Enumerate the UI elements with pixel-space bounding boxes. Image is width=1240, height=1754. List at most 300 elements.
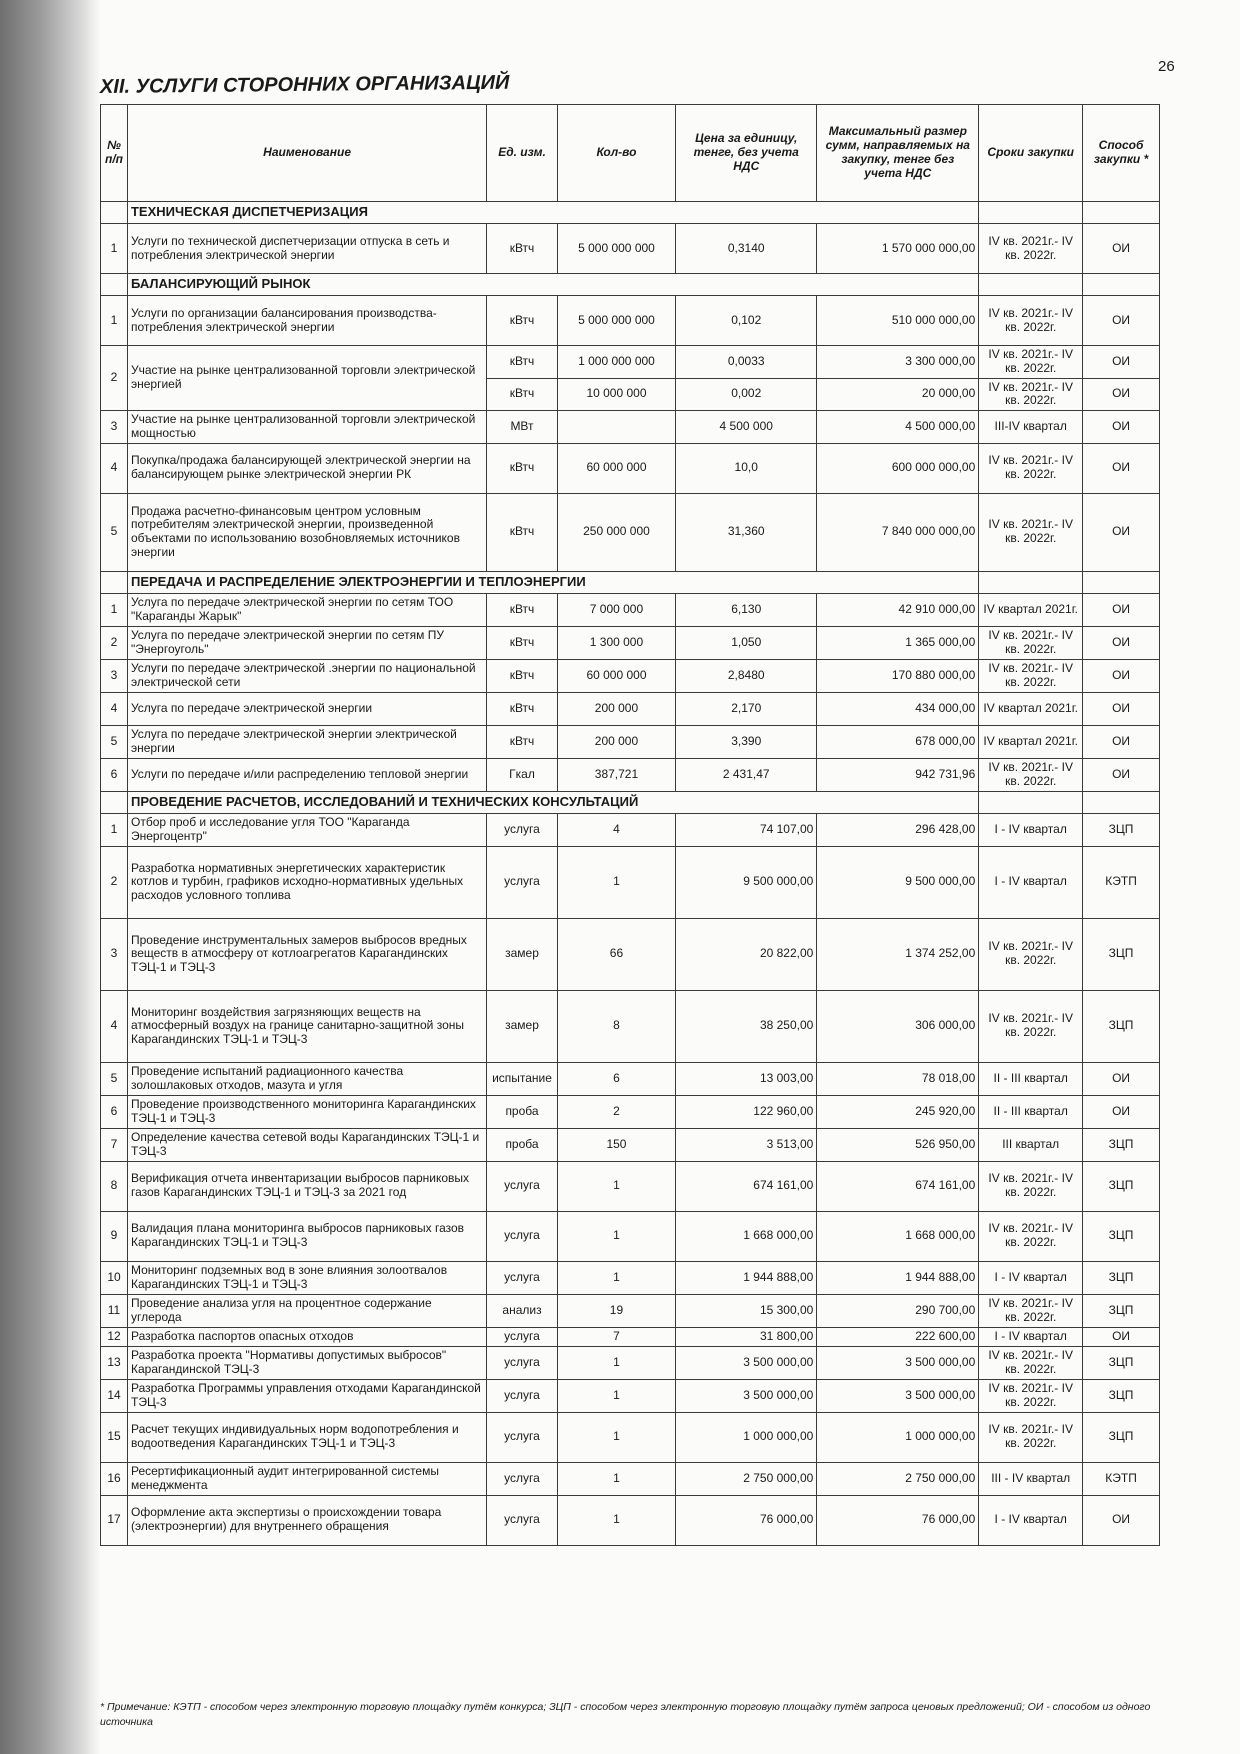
row-name: Проведение производственного мониторинга Карагандинских ТЭЦ-1 и ТЭЦ-3: [127, 1095, 486, 1128]
row-method: ОИ: [1083, 346, 1160, 379]
row-name: Продажа расчетно-финансовым центром условным потребителям электрической энергии, произведенной объектами по использованию возобновляемых источников энергии: [127, 493, 486, 571]
row-terms: III-IV квартал: [979, 411, 1083, 444]
row-method: ЗЦП: [1083, 1346, 1160, 1379]
row-qty: 1: [557, 1379, 675, 1412]
row-terms: IV кв. 2021г.- IV кв. 2022г.: [979, 990, 1083, 1062]
row-number: 14: [101, 1379, 128, 1412]
row-max-sum: 1 000 000,00: [817, 1412, 979, 1462]
row-price: 1 000 000,00: [676, 1412, 817, 1462]
header-name: Наименование: [127, 105, 486, 202]
row-unit: кВтч: [487, 224, 558, 274]
row-number: 1: [101, 813, 128, 846]
row-price: 0,3140: [676, 224, 817, 274]
footnote: * Примечание: КЭТП - способом через электронную торговую площадку путём конкурса; ЗЦП - способом через электронную торговую площадку путём запроса ценовых предложений; ОИ - способом из одного источника: [100, 1701, 1151, 1729]
row-max-sum: 942 731,96: [817, 758, 979, 791]
row-price: 1 668 000,00: [676, 1211, 817, 1261]
section-empty-cell: [1083, 274, 1160, 296]
row-price: 122 960,00: [676, 1095, 817, 1128]
row-terms: IV кв. 2021г.- IV кв. 2022г.: [979, 1211, 1083, 1261]
header-max-sum: Максимальный размер сумм, направляемых на закупку, тенге без учета НДС: [817, 105, 979, 202]
row-method: ОИ: [1083, 692, 1160, 725]
row-name: Услуга по передаче электрической энергии по сетям ПУ "Энергоуголь": [127, 626, 486, 659]
row-terms: I - IV квартал: [979, 1327, 1083, 1346]
page-number: 26: [1158, 58, 1175, 75]
row-method: ОИ: [1083, 411, 1160, 444]
row-price: 38 250,00: [676, 990, 817, 1062]
row-unit: услуга: [487, 1261, 558, 1294]
row-max-sum: 2 750 000,00: [817, 1462, 979, 1495]
row-qty: 4: [557, 813, 675, 846]
header-unit: Ед. изм.: [487, 105, 558, 202]
row-method: ЗЦП: [1083, 813, 1160, 846]
row-qty: 1: [557, 1346, 675, 1379]
row-terms: IV квартал 2021г.: [979, 725, 1083, 758]
row-qty: 1: [557, 1211, 675, 1261]
row-max-sum: 222 600,00: [817, 1327, 979, 1346]
row-qty: 19: [557, 1294, 675, 1327]
row-terms: IV кв. 2021г.- IV кв. 2022г.: [979, 626, 1083, 659]
row-method: ЗЦП: [1083, 1128, 1160, 1161]
row-max-sum: 674 161,00: [817, 1161, 979, 1211]
row-qty: [557, 411, 675, 444]
row-name: Разработка паспортов опасных отходов: [127, 1327, 486, 1346]
row-number: 6: [101, 758, 128, 791]
section-num-cell: [101, 274, 128, 296]
row-max-sum: 3 500 000,00: [817, 1379, 979, 1412]
row-unit: кВтч: [487, 443, 558, 493]
row-method: ЗЦП: [1083, 1261, 1160, 1294]
row-name: Участие на рынке централизованной торговли электрической мощностью: [127, 411, 486, 444]
section-empty-cell: [1083, 571, 1160, 593]
row-method: ЗЦП: [1083, 1379, 1160, 1412]
header-num: № п/п: [101, 105, 128, 202]
row-unit: услуга: [487, 846, 558, 918]
table-row: [101, 990, 1160, 1062]
table-row: [101, 1346, 1160, 1379]
table-row: [101, 1495, 1160, 1545]
row-max-sum: 306 000,00: [817, 990, 979, 1062]
table-row: [101, 1128, 1160, 1161]
row-terms: II - III квартал: [979, 1062, 1083, 1095]
row-number: 2: [101, 346, 128, 411]
row-number: 17: [101, 1495, 128, 1545]
section-empty-cell: [1083, 202, 1160, 224]
row-price: 6,130: [676, 593, 817, 626]
row-max-sum: 76 000,00: [817, 1495, 979, 1545]
row-name: Определение качества сетевой воды Карагандинских ТЭЦ-1 и ТЭЦ-3: [127, 1128, 486, 1161]
row-method: ОИ: [1083, 725, 1160, 758]
row-unit: услуга: [487, 1379, 558, 1412]
row-price: 674 161,00: [676, 1161, 817, 1211]
row-terms: III - IV квартал: [979, 1462, 1083, 1495]
row-price: 15 300,00: [676, 1294, 817, 1327]
row-max-sum: 600 000 000,00: [817, 443, 979, 493]
row-qty: 2: [557, 1095, 675, 1128]
row-price: 0,002: [676, 378, 817, 411]
table-row: [101, 493, 1160, 571]
row-number: 8: [101, 1161, 128, 1211]
row-qty: 8: [557, 990, 675, 1062]
row-method: ОИ: [1083, 593, 1160, 626]
row-number: 5: [101, 725, 128, 758]
row-max-sum: 1 944 888,00: [817, 1261, 979, 1294]
row-price: 13 003,00: [676, 1062, 817, 1095]
procurement-table: [100, 104, 1160, 1546]
row-qty: 7 000 000: [557, 593, 675, 626]
row-qty: 1: [557, 1261, 675, 1294]
row-unit: кВтч: [487, 346, 558, 379]
row-unit: кВтч: [487, 378, 558, 411]
table-row: [101, 1379, 1160, 1412]
row-qty: 10 000 000: [557, 378, 675, 411]
row-qty: 60 000 000: [557, 659, 675, 692]
row-max-sum: 510 000 000,00: [817, 296, 979, 346]
section-heading: ПЕРЕДАЧА И РАСПРЕДЕЛЕНИЕ ЭЛЕКТРОЭНЕРГИИ И ТЕПЛОЭНЕРГИИ: [127, 571, 978, 593]
row-terms: I - IV квартал: [979, 813, 1083, 846]
section-row: [101, 571, 1160, 593]
row-number: 15: [101, 1412, 128, 1462]
row-unit: кВтч: [487, 725, 558, 758]
row-max-sum: 3 300 000,00: [817, 346, 979, 379]
row-method: ОИ: [1083, 1327, 1160, 1346]
row-terms: IV кв. 2021г.- IV кв. 2022г.: [979, 296, 1083, 346]
row-unit: анализ: [487, 1294, 558, 1327]
row-unit: проба: [487, 1095, 558, 1128]
row-qty: 1: [557, 1495, 675, 1545]
row-number: 4: [101, 990, 128, 1062]
table-row: [101, 692, 1160, 725]
row-qty: 1 000 000 000: [557, 346, 675, 379]
row-method: ЗЦП: [1083, 1211, 1160, 1261]
section-row: [101, 274, 1160, 296]
row-name: Отбор проб и исследование угля ТОО "Караганда Энергоцентр": [127, 813, 486, 846]
row-price: 3 500 000,00: [676, 1346, 817, 1379]
row-method: ЗЦП: [1083, 1294, 1160, 1327]
row-name: Проведение инструментальных замеров выбросов вредных веществ в атмосферу от котлоагрегатов Карагандинских ТЭЦ-1 и ТЭЦ-3: [127, 918, 486, 990]
row-unit: услуга: [487, 813, 558, 846]
table-row: [101, 659, 1160, 692]
row-price: 2 431,47: [676, 758, 817, 791]
row-max-sum: 42 910 000,00: [817, 593, 979, 626]
row-qty: 250 000 000: [557, 493, 675, 571]
row-unit: Гкал: [487, 758, 558, 791]
row-number: 1: [101, 593, 128, 626]
row-price: 0,102: [676, 296, 817, 346]
row-terms: IV квартал 2021г.: [979, 692, 1083, 725]
row-price: 3 500 000,00: [676, 1379, 817, 1412]
row-method: ОИ: [1083, 493, 1160, 571]
row-method: КЭТП: [1083, 846, 1160, 918]
row-method: ОИ: [1083, 659, 1160, 692]
row-max-sum: 20 000,00: [817, 378, 979, 411]
table-row: [101, 346, 1160, 379]
row-price: 1,050: [676, 626, 817, 659]
row-number: 3: [101, 918, 128, 990]
row-terms: IV кв. 2021г.- IV кв. 2022г.: [979, 659, 1083, 692]
row-number: 3: [101, 411, 128, 444]
row-number: 12: [101, 1327, 128, 1346]
row-method: ОИ: [1083, 1495, 1160, 1545]
row-max-sum: 4 500 000,00: [817, 411, 979, 444]
row-qty: 1: [557, 1462, 675, 1495]
row-unit: замер: [487, 918, 558, 990]
row-name: Участие на рынке централизованной торговли электрической энергией: [127, 346, 486, 411]
row-name: Услуги по передаче электрической .энергии по национальной электрической сети: [127, 659, 486, 692]
row-name: Услуга по передаче электрической энергии по сетям ТОО "Караганды Жарык": [127, 593, 486, 626]
table-row: [101, 224, 1160, 274]
scan-shadow-edge: [0, 0, 100, 1754]
row-max-sum: 526 950,00: [817, 1128, 979, 1161]
row-number: 2: [101, 626, 128, 659]
row-number: 4: [101, 443, 128, 493]
section-title: XII. УСЛУГИ СТОРОННИХ ОРГАНИЗАЦИЙ: [99, 71, 510, 98]
row-price: 9 500 000,00: [676, 846, 817, 918]
row-method: ОИ: [1083, 296, 1160, 346]
table-row: [101, 846, 1160, 918]
row-price: 10,0: [676, 443, 817, 493]
section-empty-cell: [979, 202, 1083, 224]
row-terms: I - IV квартал: [979, 1495, 1083, 1545]
row-qty: 1: [557, 1412, 675, 1462]
row-max-sum: 170 880 000,00: [817, 659, 979, 692]
row-terms: IV кв. 2021г.- IV кв. 2022г.: [979, 346, 1083, 379]
row-unit: кВтч: [487, 692, 558, 725]
table-row: [101, 593, 1160, 626]
table-row: [101, 1161, 1160, 1211]
row-unit: проба: [487, 1128, 558, 1161]
row-unit: услуга: [487, 1412, 558, 1462]
row-unit: кВтч: [487, 659, 558, 692]
section-heading: ПРОВЕДЕНИЕ РАСЧЕТОВ, ИССЛЕДОВАНИЙ И ТЕХНИЧЕСКИХ КОНСУЛЬТАЦИЙ: [127, 791, 978, 813]
row-terms: II - III квартал: [979, 1095, 1083, 1128]
row-name: Расчет текущих индивидуальных норм водопотребления и водоотведения Карагандинских ТЭЦ-1 и ТЭЦ-3: [127, 1412, 486, 1462]
row-price: 31,360: [676, 493, 817, 571]
row-max-sum: 434 000,00: [817, 692, 979, 725]
row-name: Разработка проекта "Нормативы допустимых выбросов" Карагандинской ТЭЦ-3: [127, 1346, 486, 1379]
row-qty: 1: [557, 1161, 675, 1211]
row-name: Мониторинг воздействия загрязняющих веществ на атмосферный воздух на границе санитарно-защитной зоны Карагандинских ТЭЦ-1 и ТЭЦ-3: [127, 990, 486, 1062]
row-unit: кВтч: [487, 593, 558, 626]
row-max-sum: 678 000,00: [817, 725, 979, 758]
table-row: [101, 758, 1160, 791]
row-terms: IV кв. 2021г.- IV кв. 2022г.: [979, 224, 1083, 274]
table-row: [101, 443, 1160, 493]
row-qty: 200 000: [557, 692, 675, 725]
row-number: 13: [101, 1346, 128, 1379]
row-max-sum: 1 374 252,00: [817, 918, 979, 990]
row-unit: услуга: [487, 1495, 558, 1545]
row-number: 2: [101, 846, 128, 918]
row-terms: III квартал: [979, 1128, 1083, 1161]
section-empty-cell: [979, 791, 1083, 813]
row-name: Валидация плана мониторинга выбросов парниковых газов Карагандинских ТЭЦ-1 и ТЭЦ-3: [127, 1211, 486, 1261]
row-qty: 1 300 000: [557, 626, 675, 659]
row-name: Услуга по передаче электрической энергии: [127, 692, 486, 725]
row-terms: IV кв. 2021г.- IV кв. 2022г.: [979, 758, 1083, 791]
row-name: Разработка нормативных энергетических характеристик котлов и турбин, графиков исходно-нормативных удельных расходов условного топлива: [127, 846, 486, 918]
table-row: [101, 1211, 1160, 1261]
row-terms: IV кв. 2021г.- IV кв. 2022г.: [979, 918, 1083, 990]
section-empty-cell: [1083, 791, 1160, 813]
table-row: [101, 918, 1160, 990]
row-price: 3,390: [676, 725, 817, 758]
row-unit: услуга: [487, 1161, 558, 1211]
row-method: ЗЦП: [1083, 1161, 1160, 1211]
row-qty: 66: [557, 918, 675, 990]
row-qty: 387,721: [557, 758, 675, 791]
row-max-sum: 245 920,00: [817, 1095, 979, 1128]
row-qty: 5 000 000 000: [557, 296, 675, 346]
row-terms: I - IV квартал: [979, 846, 1083, 918]
section-row: [101, 791, 1160, 813]
table-row: [101, 813, 1160, 846]
table-row: [101, 1261, 1160, 1294]
table-row: [101, 1095, 1160, 1128]
row-price: 2 750 000,00: [676, 1462, 817, 1495]
row-name: Покупка/продажа балансирующей электрической энергии на балансирующем рынке электрической энергии РК: [127, 443, 486, 493]
row-unit: услуга: [487, 1211, 558, 1261]
row-terms: IV кв. 2021г.- IV кв. 2022г.: [979, 443, 1083, 493]
row-max-sum: 3 500 000,00: [817, 1346, 979, 1379]
row-method: ОИ: [1083, 758, 1160, 791]
row-qty: 1: [557, 846, 675, 918]
row-method: ЗЦП: [1083, 1412, 1160, 1462]
row-number: 16: [101, 1462, 128, 1495]
row-terms: IV кв. 2021г.- IV кв. 2022г.: [979, 1346, 1083, 1379]
row-method: ОИ: [1083, 224, 1160, 274]
row-price: 76 000,00: [676, 1495, 817, 1545]
table-row: [101, 296, 1160, 346]
row-name: Оформление акта экспертизы о происхождении товара (электроэнергии) для внутреннего обращения: [127, 1495, 486, 1545]
row-method: ЗЦП: [1083, 990, 1160, 1062]
row-number: 11: [101, 1294, 128, 1327]
table-row: [101, 626, 1160, 659]
row-terms: I - IV квартал: [979, 1261, 1083, 1294]
header-qty: Кол-во: [557, 105, 675, 202]
row-name: Услуги по передаче и/или распределению тепловой энергии: [127, 758, 486, 791]
row-method: ОИ: [1083, 626, 1160, 659]
table-header-row: [101, 105, 1160, 202]
row-price: 3 513,00: [676, 1128, 817, 1161]
section-heading: ТЕХНИЧЕСКАЯ ДИСПЕТЧЕРИЗАЦИЯ: [127, 202, 978, 224]
row-number: 6: [101, 1095, 128, 1128]
row-max-sum: 78 018,00: [817, 1062, 979, 1095]
section-empty-cell: [979, 274, 1083, 296]
row-price: 2,170: [676, 692, 817, 725]
row-price: 1 944 888,00: [676, 1261, 817, 1294]
row-qty: 150: [557, 1128, 675, 1161]
row-name: Мониторинг подземных вод в зоне влияния золоотвалов Карагандинских ТЭЦ-1 и ТЭЦ-3: [127, 1261, 486, 1294]
row-terms: IV кв. 2021г.- IV кв. 2022г.: [979, 493, 1083, 571]
row-max-sum: 1 668 000,00: [817, 1211, 979, 1261]
row-name: Услуга по передаче электрической энергии электрической энергии: [127, 725, 486, 758]
row-number: 4: [101, 692, 128, 725]
row-unit: услуга: [487, 1462, 558, 1495]
row-method: ОИ: [1083, 378, 1160, 411]
row-max-sum: 9 500 000,00: [817, 846, 979, 918]
section-num-cell: [101, 791, 128, 813]
row-method: ОИ: [1083, 1095, 1160, 1128]
procurement-table-wrapper: [100, 104, 1160, 1546]
row-price: 0,0033: [676, 346, 817, 379]
row-terms: IV кв. 2021г.- IV кв. 2022г.: [979, 1294, 1083, 1327]
row-max-sum: 1 365 000,00: [817, 626, 979, 659]
row-unit: кВтч: [487, 493, 558, 571]
row-name: Услуги по технической диспетчеризации отпуска в сеть и потребления электрической энергии: [127, 224, 486, 274]
row-number: 5: [101, 493, 128, 571]
row-price: 2,8480: [676, 659, 817, 692]
row-terms: IV кв. 2021г.- IV кв. 2022г.: [979, 1161, 1083, 1211]
row-name: Проведение испытаний радиационного качества золошлаковых отходов, мазута и угля: [127, 1062, 486, 1095]
row-unit: кВтч: [487, 296, 558, 346]
row-terms: IV кв. 2021г.- IV кв. 2022г.: [979, 1379, 1083, 1412]
row-number: 10: [101, 1261, 128, 1294]
row-number: 1: [101, 224, 128, 274]
row-max-sum: 296 428,00: [817, 813, 979, 846]
row-qty: 200 000: [557, 725, 675, 758]
row-terms: IV кв. 2021г.- IV кв. 2022г.: [979, 1412, 1083, 1462]
section-num-cell: [101, 202, 128, 224]
section-empty-cell: [979, 571, 1083, 593]
row-max-sum: 1 570 000 000,00: [817, 224, 979, 274]
header-method: Способ закупки *: [1083, 105, 1160, 202]
row-name: Ресертификационный аудит интегрированной системы менеджмента: [127, 1462, 486, 1495]
row-name: Проведение анализа угля на процентное содержание углерода: [127, 1294, 486, 1327]
row-name: Услуги по организации балансирования производства-потребления электрической энергии: [127, 296, 486, 346]
row-number: 1: [101, 296, 128, 346]
row-price: 74 107,00: [676, 813, 817, 846]
row-price: 31 800,00: [676, 1327, 817, 1346]
row-name: Разработка Программы управления отходами Карагандинской ТЭЦ-3: [127, 1379, 486, 1412]
table-row: [101, 1294, 1160, 1327]
row-qty: 5 000 000 000: [557, 224, 675, 274]
row-unit: услуга: [487, 1327, 558, 1346]
row-qty: 7: [557, 1327, 675, 1346]
row-method: ЗЦП: [1083, 918, 1160, 990]
row-name: Верификация отчета инвентаризации выбросов парниковых газов Карагандинских ТЭЦ-1 и ТЭЦ-3 за 2021 год: [127, 1161, 486, 1211]
row-max-sum: 290 700,00: [817, 1294, 979, 1327]
table-row: [101, 1327, 1160, 1346]
row-number: 3: [101, 659, 128, 692]
row-number: 9: [101, 1211, 128, 1261]
row-method: ОИ: [1083, 1062, 1160, 1095]
section-heading: БАЛАНСИРУЮЩИЙ РЫНОК: [127, 274, 978, 296]
table-row: [101, 1062, 1160, 1095]
section-num-cell: [101, 571, 128, 593]
row-terms: IV квартал 2021г.: [979, 593, 1083, 626]
table-row: [101, 725, 1160, 758]
table-row: [101, 1462, 1160, 1495]
row-unit: испытание: [487, 1062, 558, 1095]
row-price: 4 500 000: [676, 411, 817, 444]
row-method: ОИ: [1083, 443, 1160, 493]
header-terms: Сроки закупки: [979, 105, 1083, 202]
row-unit: замер: [487, 990, 558, 1062]
section-row: [101, 202, 1160, 224]
row-unit: услуга: [487, 1346, 558, 1379]
row-number: 5: [101, 1062, 128, 1095]
row-qty: 60 000 000: [557, 443, 675, 493]
row-terms: IV кв. 2021г.- IV кв. 2022г.: [979, 378, 1083, 411]
header-price: Цена за единицу, тенге, без учета НДС: [676, 105, 817, 202]
row-max-sum: 7 840 000 000,00: [817, 493, 979, 571]
table-body: [101, 202, 1160, 1546]
row-unit: МВт: [487, 411, 558, 444]
row-unit: кВтч: [487, 626, 558, 659]
row-qty: 6: [557, 1062, 675, 1095]
table-row: [101, 411, 1160, 444]
table-row: [101, 1412, 1160, 1462]
